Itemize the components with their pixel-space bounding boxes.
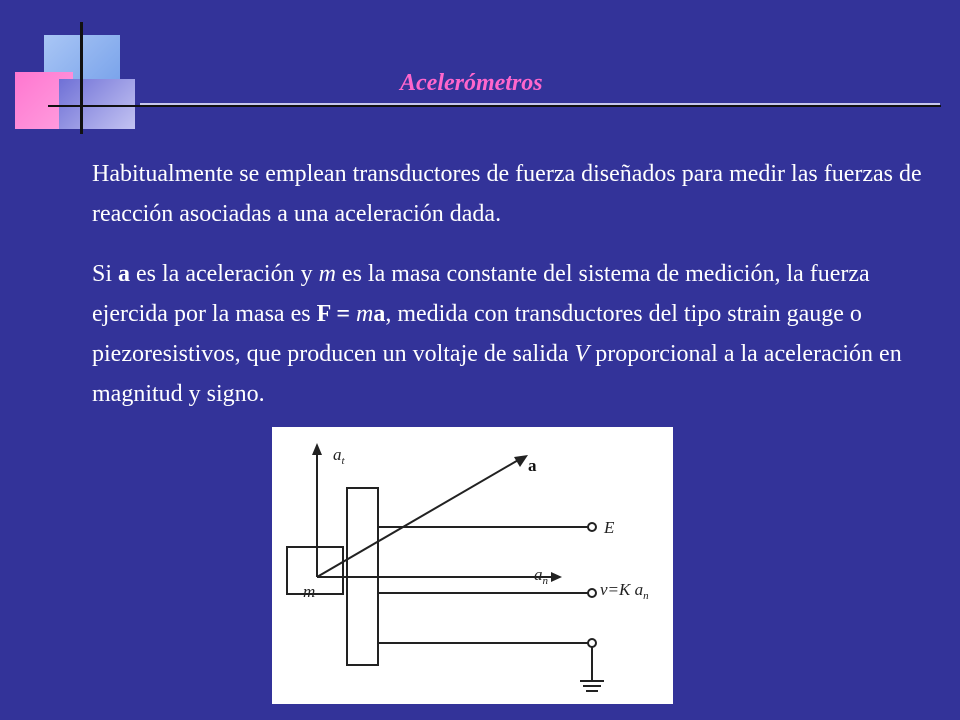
label-an: $a_n$ [534, 565, 548, 587]
symbol-mass: m [356, 301, 374, 327]
page-title: Acelerómetros [400, 70, 543, 96]
label-at: $a_t$ [333, 445, 345, 467]
terminal-E [588, 523, 596, 531]
terminal-ground [588, 639, 596, 647]
terminals [588, 523, 596, 647]
decor-horizontal-line [48, 105, 941, 107]
paragraph-intro: Habitualmente se emplean transductores de fuerza diseñados para medir las fuerzas de reacción asociadas a una aceleración dada. [92, 161, 922, 227]
text-segment: proporcional a la aceleración en magnitud y signo. [92, 341, 902, 407]
symbol-acceleration: a [118, 261, 131, 287]
accelerometer-diagram [272, 427, 673, 704]
text-segment: , medida con transductores del tipo strain gauge o piezoresistivos, que producen un voltaje de salida [92, 301, 862, 367]
text-segment: es la masa constante del sistema de medición, la fuerza ejercida por la masa es [92, 261, 870, 327]
title-underline-highlight [140, 103, 940, 105]
label-E: E [604, 518, 615, 537]
label-a: a [528, 456, 537, 475]
text-segment: Si [92, 261, 119, 287]
paragraph-formula [92, 254, 932, 414]
diagram-svg [272, 427, 673, 704]
decor-vertical-line [80, 22, 83, 134]
symbol-acceleration: a [373, 301, 386, 327]
decor-square-lavender [59, 79, 135, 129]
label-m: m [303, 582, 316, 601]
label-v: v=K $a_n$ [600, 580, 649, 602]
ground-icon [580, 681, 604, 691]
text-segment: es la aceleración y [130, 261, 319, 287]
symbol-voltage: V [574, 341, 590, 367]
symbol-mass: m [318, 261, 336, 287]
terminal-v [588, 589, 596, 597]
symbol-force: F = [316, 301, 357, 327]
